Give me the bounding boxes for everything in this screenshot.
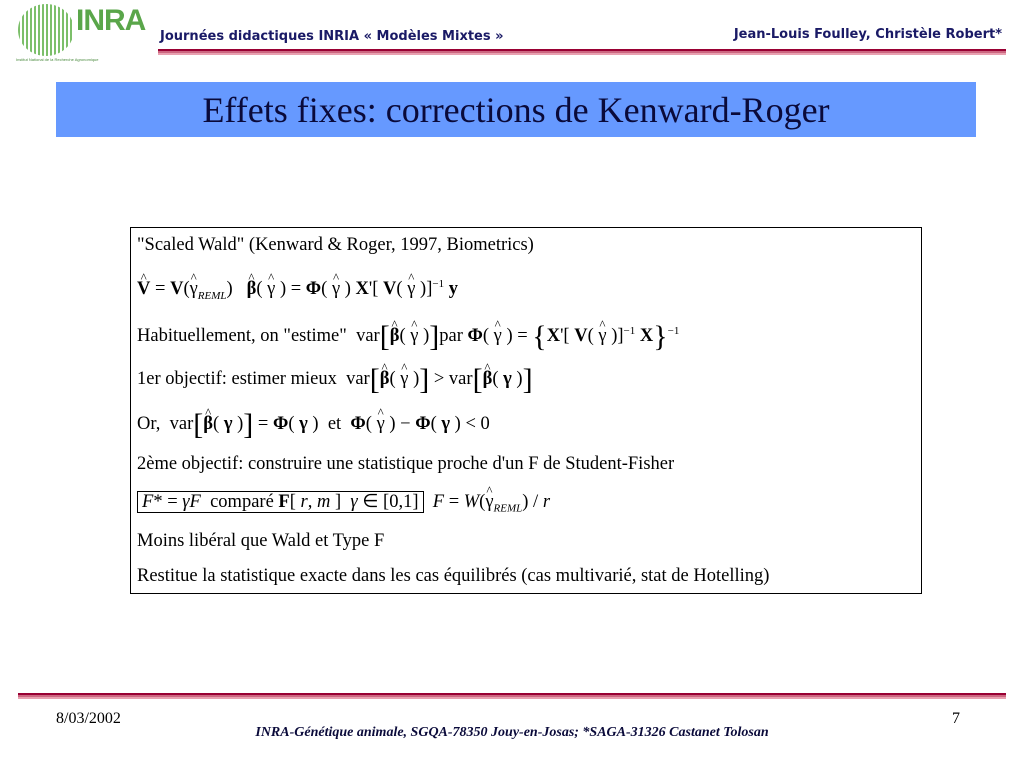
footer-divider	[18, 693, 1006, 699]
content-line-habituellement: Habituellement, on "estime" var[^ β( ^ γ )]par Φ( ^ γ ) = {X'[ V( ^ γ )]$^{-1}$ X}$^{-1}$	[137, 321, 679, 347]
habituellement-text: Habituellement, on "estime"	[137, 326, 347, 347]
event-title: Journées didactiques INRIA « Modèles Mixtes »	[160, 29, 504, 44]
authors: Jean-Louis Foulley, Christèle Robert*	[733, 27, 1002, 42]
footer-address: INRA-Génétique animale, SGQA-78350 Jouy-en-Josas; *SAGA-31326 Castanet Tolosan	[255, 725, 769, 740]
slide-title: Effets fixes: corrections de Kenward-Roger	[202, 89, 830, 130]
or-text: Or,	[137, 414, 161, 434]
title-bar	[56, 82, 976, 137]
content-line-objectif-2: 2ème objectif: construire une statistique proche d'un F de Student-Fisher	[137, 454, 675, 474]
footer-date: 8/03/2002	[56, 710, 121, 727]
logo-subtext: Institut National de la Recherche Agronomique	[16, 57, 99, 62]
content-box	[130, 227, 922, 594]
inra-logo	[12, 2, 146, 64]
par-text: par	[439, 326, 463, 347]
content-line-f-star: F* = γF comparé F[ r, m ] γ ∈ [0,1] F = W(^ $\gamma_{REML}$) / r	[137, 491, 550, 519]
et-text: et	[327, 414, 342, 434]
formula-v-hat: ^ V = V(^ $\gamma_{REML}$) ^ β( ^ γ ) = Φ( ^ γ ) X'[ V( ^ γ )]$^{-1}$ y	[137, 274, 458, 306]
header-divider	[158, 49, 1006, 55]
page-number: 7	[952, 710, 960, 727]
compare-text: comparé	[210, 492, 274, 512]
content-line-moins-liberal: Moins libéral que Wald et Type F	[137, 531, 385, 551]
content-line-or: Or, var[^ β( γ )] = Φ( γ ) et Φ( ^ γ ) − Φ( γ ) < 0	[137, 414, 490, 435]
logo-emblem-icon	[18, 4, 74, 56]
logo-text: INRA	[76, 4, 146, 37]
objectif-1-text: 1er objectif: estimer mieux	[137, 369, 337, 389]
content-line-restitue: Restitue la statistique exacte dans les cas équilibrés (cas multivarié, stat de Hotelling)	[137, 566, 770, 586]
content-line-scaled-wald: "Scaled Wald" (Kenward & Roger, 1997, Biometrics)	[137, 235, 534, 255]
content-line-objectif-1: 1er objectif: estimer mieux var[^ β( ^ γ )] > var[^ β( γ )]	[137, 369, 533, 390]
